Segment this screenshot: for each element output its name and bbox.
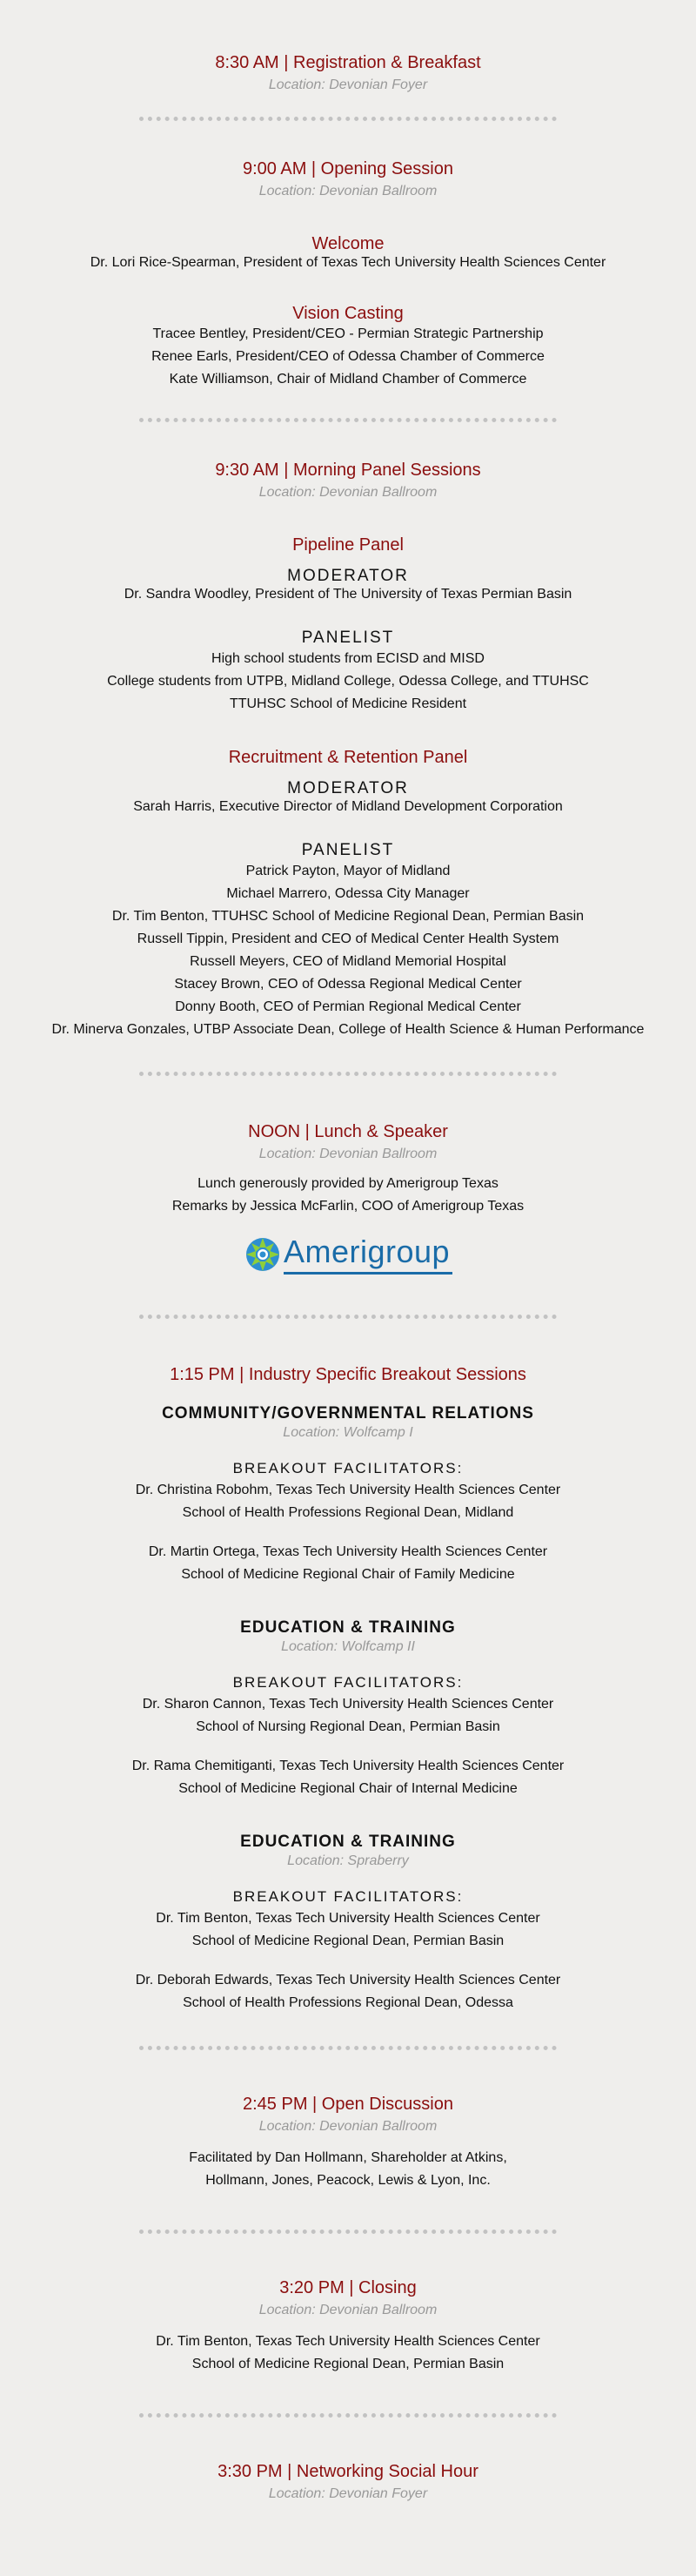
recruitment-panelist: Donny Booth, CEO of Permian Regional Medical Center xyxy=(175,999,521,1014)
breakout-title: EDUCATION & TRAINING xyxy=(240,1618,456,1637)
facilitator: Dr. Rama Chemitiganti, Texas Tech University Health Sciences Center xyxy=(131,1759,565,1773)
vision-speaker: Kate Williamson, Chair of Midland Chamber of Commerce xyxy=(169,372,527,387)
closing-text: School of Medicine Regional Dean, Permian Basin xyxy=(191,2357,505,2371)
section-divider xyxy=(139,418,557,422)
facilitator-role: School of Nursing Regional Dean, Permian Basin xyxy=(196,1719,500,1734)
lunch-location: Location: Devonian Ballroom xyxy=(258,1147,438,1161)
facilitator: Dr. Sharon Cannon, Texas Tech University Health Sciences Center xyxy=(142,1697,554,1712)
facilitator-role: School of Medicine Regional Chair of Family Medicine xyxy=(181,1567,515,1582)
recruitment-panelist: Dr. Minerva Gonzales, UTBP Associate Dean, College of Health Science & Human Performance xyxy=(51,1022,645,1037)
open-discussion-heading: 2:45 PM | Open Discussion xyxy=(243,2095,453,2114)
morning-panel-heading: 9:30 AM | Morning Panel Sessions xyxy=(215,461,481,480)
networking-heading: 3:30 PM | Networking Social Hour xyxy=(218,2462,478,2481)
facilitator: Dr. Deborah Edwards, Texas Tech University Health Sciences Center xyxy=(135,1973,561,1987)
open-discussion-text: Facilitated by Dan Hollmann, Shareholder at Atkins, xyxy=(189,2150,507,2165)
facilitator: Dr. Christina Robohm, Texas Tech University Health Sciences Center xyxy=(135,1483,561,1497)
recruitment-moderator: Sarah Harris, Executive Director of Midland Development Corporation xyxy=(133,799,563,814)
vision-casting-heading: Vision Casting xyxy=(292,304,404,323)
opening-session-heading: 9:00 AM | Opening Session xyxy=(242,159,453,178)
sunburst-icon xyxy=(244,1235,282,1274)
vision-speaker: Renee Earls, President/CEO of Odessa Chamber of Commerce xyxy=(151,349,545,364)
breakout-location: Location: Spraberry xyxy=(287,1853,409,1868)
recruitment-panel-heading: Recruitment & Retention Panel xyxy=(228,748,468,767)
section-divider xyxy=(139,117,557,121)
pipeline-panelist: TTUHSC School of Medicine Resident xyxy=(229,696,467,711)
facilitator-role: School of Medicine Regional Chair of Internal Medicine xyxy=(178,1781,518,1796)
recruitment-panelist: Stacey Brown, CEO of Odessa Regional Medical Center xyxy=(174,977,522,992)
breakout-heading: 1:15 PM | Industry Specific Breakout Sessions xyxy=(170,1365,526,1384)
lunch-heading: NOON | Lunch & Speaker xyxy=(248,1122,448,1141)
welcome-speaker: Dr. Lori Rice-Spearman, President of Texas Tech University Health Sciences Center xyxy=(90,255,606,270)
recruitment-panelist: Russell Tippin, President and CEO of Medical Center Health System xyxy=(137,932,559,946)
lunch-text: Remarks by Jessica McFarlin, COO of Amerigroup Texas xyxy=(171,1199,525,1214)
pipeline-panelist: High school students from ECISD and MISD xyxy=(211,651,485,666)
pipeline-moderator: Dr. Sandra Woodley, President of The University of Texas Permian Basin xyxy=(124,587,572,602)
vision-speaker: Tracee Bentley, President/CEO - Permian Strategic Partnership xyxy=(152,326,544,341)
breakout-location: Location: Wolfcamp II xyxy=(281,1639,415,1654)
logo-underline xyxy=(284,1272,452,1275)
facilitators-label: BREAKOUT FACILITATORS: xyxy=(232,1674,464,1691)
amerigroup-logo xyxy=(244,1234,454,1275)
section-divider xyxy=(139,2046,557,2050)
facilitators-label: BREAKOUT FACILITATORS: xyxy=(232,1460,464,1476)
amerigroup-logo-text: Amerigroup xyxy=(284,1234,451,1269)
section-divider xyxy=(139,2230,557,2234)
registration-heading: 8:30 AM | Registration & Breakfast xyxy=(215,53,481,72)
opening-session-location: Location: Devonian Ballroom xyxy=(258,184,438,198)
panelist-label: PANELIST xyxy=(301,841,395,859)
moderator-label: MODERATOR xyxy=(287,567,409,585)
pipeline-panel-heading: Pipeline Panel xyxy=(292,535,404,555)
closing-heading: 3:20 PM | Closing xyxy=(279,2278,417,2297)
facilitator-role: School of Health Professions Regional Dean, Odessa xyxy=(183,1995,513,2010)
open-discussion-text: Hollmann, Jones, Peacock, Lewis & Lyon, Inc. xyxy=(205,2173,491,2188)
registration-location: Location: Devonian Foyer xyxy=(268,77,428,92)
panelist-label: PANELIST xyxy=(301,629,395,647)
closing-text: Dr. Tim Benton, Texas Tech University Health Sciences Center xyxy=(156,2334,540,2349)
section-divider xyxy=(139,2413,557,2418)
facilitator-role: School of Health Professions Regional Dean, Midland xyxy=(182,1505,514,1520)
breakout-title: COMMUNITY/GOVERNMENTAL RELATIONS xyxy=(162,1404,534,1423)
recruitment-panelist: Patrick Payton, Mayor of Midland xyxy=(245,864,451,878)
breakout-location: Location: Wolfcamp I xyxy=(283,1425,413,1440)
morning-panel-location: Location: Devonian Ballroom xyxy=(258,485,438,500)
facilitator: Dr. Tim Benton, Texas Tech University Health Sciences Center xyxy=(156,1911,540,1926)
closing-location: Location: Devonian Ballroom xyxy=(258,2303,438,2317)
section-divider xyxy=(139,1072,557,1076)
lunch-text: Lunch generously provided by Amerigroup Texas xyxy=(197,1176,499,1191)
networking-location: Location: Devonian Foyer xyxy=(268,2486,428,2501)
recruitment-panelist: Michael Marrero, Odessa City Manager xyxy=(226,886,470,901)
facilitators-label: BREAKOUT FACILITATORS: xyxy=(232,1888,464,1905)
open-discussion-location: Location: Devonian Ballroom xyxy=(258,2119,438,2134)
recruitment-panelist: Russell Meyers, CEO of Midland Memorial Hospital xyxy=(190,954,506,969)
pipeline-panelist: College students from UTPB, Midland College, Odessa College, and TTUHSC xyxy=(107,674,589,689)
breakout-title: EDUCATION & TRAINING xyxy=(240,1833,456,1851)
moderator-label: MODERATOR xyxy=(287,779,409,797)
section-divider xyxy=(139,1315,557,1319)
welcome-heading: Welcome xyxy=(311,234,385,253)
facilitator-role: School of Medicine Regional Dean, Permian Basin xyxy=(191,1934,505,1948)
recruitment-panelist: Dr. Tim Benton, TTUHSC School of Medicine Regional Dean, Permian Basin xyxy=(111,909,585,924)
facilitator: Dr. Martin Ortega, Texas Tech University Health Sciences Center xyxy=(148,1544,548,1559)
